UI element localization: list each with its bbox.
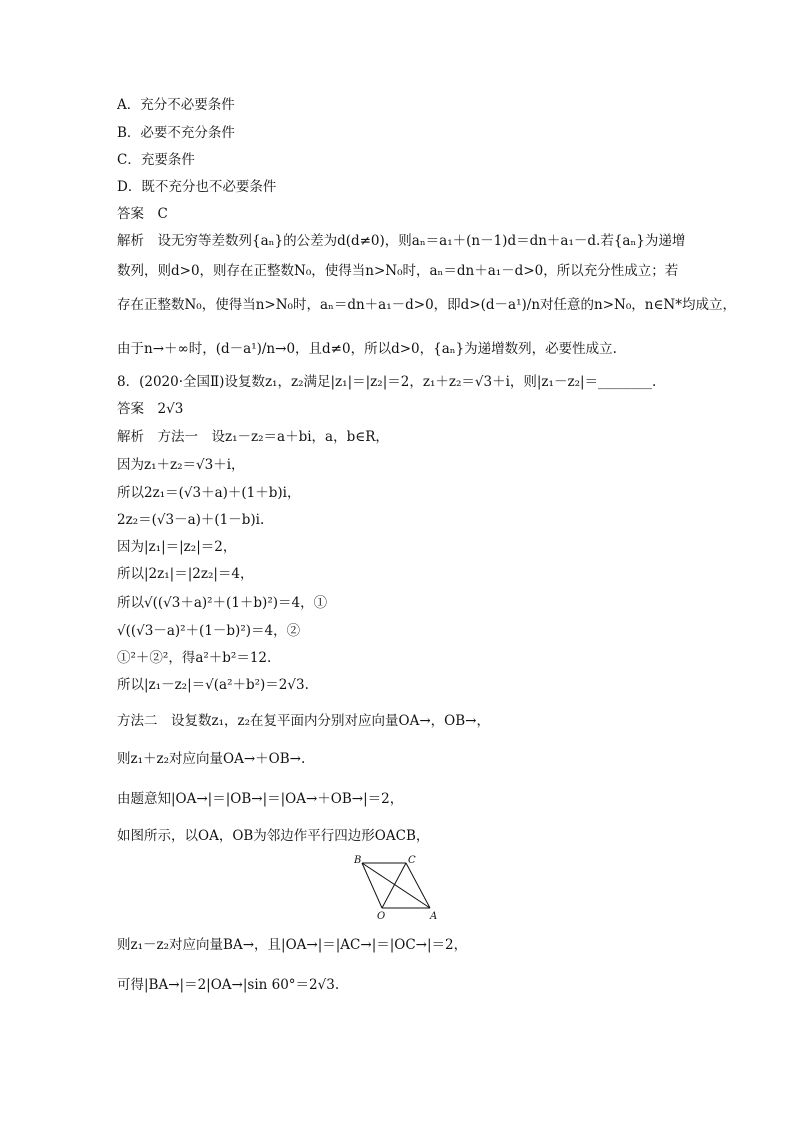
q8-method1-line: 因为z₁＋z₂＝√3＋i，	[117, 457, 245, 473]
q8-method1-line: 所以√((√3＋a)²＋(1＋b)²)＝4，①	[117, 595, 328, 611]
q8-method2-line: 可得|BA→|＝2|OA→|sin 60°＝2√3.	[117, 977, 340, 993]
label-c: C	[408, 855, 416, 866]
q8-method2-line: 如图所示，以OA，OB为邻边作平行四边形OACB，	[117, 828, 430, 844]
q8-method2-line: 则z₁－z₂对应向量BA→，且|OA→|＝|AC→|＝|OC→|＝2，	[117, 937, 468, 953]
q8-method1-line: 所以2z₁＝(√3＋a)＋(1＋b)i，	[117, 485, 301, 501]
q8-method1-line: ①²＋②²，得a²＋b²＝12.	[117, 650, 272, 666]
q8-answer: 答案 2√3	[117, 401, 184, 417]
label-b: B	[354, 855, 362, 866]
q8-method2-line: 则z₁＋z₂对应向量OA→＋OB→.	[117, 751, 306, 767]
edge-ca	[406, 863, 430, 908]
label-o: O	[377, 911, 386, 922]
q7-answer: 答案 C	[117, 206, 168, 222]
q7-analysis-line: 解析 设无穷等差数列{aₙ}的公差为d(d≠0)，则aₙ＝a₁＋(n－1)d＝dn＋a₁－d.若{aₙ}为递增	[117, 233, 686, 249]
q8-method1-line: 所以|z₁－z₂|＝√(a²＋b²)＝2√3.	[117, 677, 309, 693]
q8-method1-line: 解析 方法一 设z₁－z₂＝a＋bi，a，b∈R，	[117, 429, 389, 445]
q8-method1-line: √((√3－a)²＋(1－b)²)＝4，②	[117, 623, 301, 639]
q8-method2-line: 由题意知|OA→|＝|OB→|＝|OA→＋OB→|＝2，	[117, 791, 404, 807]
parallelogram-figure	[342, 853, 452, 923]
option-a: A．充分不必要条件	[117, 97, 235, 113]
q8-question: 8．(2020·全国Ⅱ)设复数z₁，z₂满足|z₁|＝|z₂|＝2，z₁＋z₂＝√3＋i，则|z₁－z₂|＝________.	[117, 374, 657, 390]
q8-method1-line: 因为|z₁|＝|z₂|＝2，	[117, 539, 237, 555]
q8-method1-line: 2z₂＝(√3－a)＋(1－b)i.	[117, 512, 265, 528]
q7-analysis-line: 存在正整数N₀，使得当n>N₀时，aₙ＝dn＋a₁－d>0，即d>(d－a¹)/n对任意的n>N₀，n∈N*均成立，	[117, 297, 736, 313]
option-b: B．必要不充分条件	[117, 125, 235, 141]
option-c: C．充要条件	[117, 152, 195, 168]
diagonal-oc	[382, 863, 406, 908]
q8-method1-line: 所以|2z₁|＝|2z₂|＝4，	[117, 566, 254, 582]
option-d: D．既不充分也不必要条件	[117, 179, 277, 195]
label-a: A	[430, 911, 438, 922]
q8-method2-line: 方法二 设复数z₁，z₂在复平面内分别对应向量OA→，OB→，	[117, 713, 490, 729]
q7-analysis-line: 由于n→＋∞时，(d－a¹)/n→0，且d≠0，所以d>0，{aₙ}为递增数列，必要性成立.	[117, 341, 617, 357]
q7-analysis-line: 数列，则d>0，则存在正整数N₀，使得当n>N₀时，aₙ＝dn＋a₁－d>0，所以充分性成立；若	[117, 263, 679, 279]
